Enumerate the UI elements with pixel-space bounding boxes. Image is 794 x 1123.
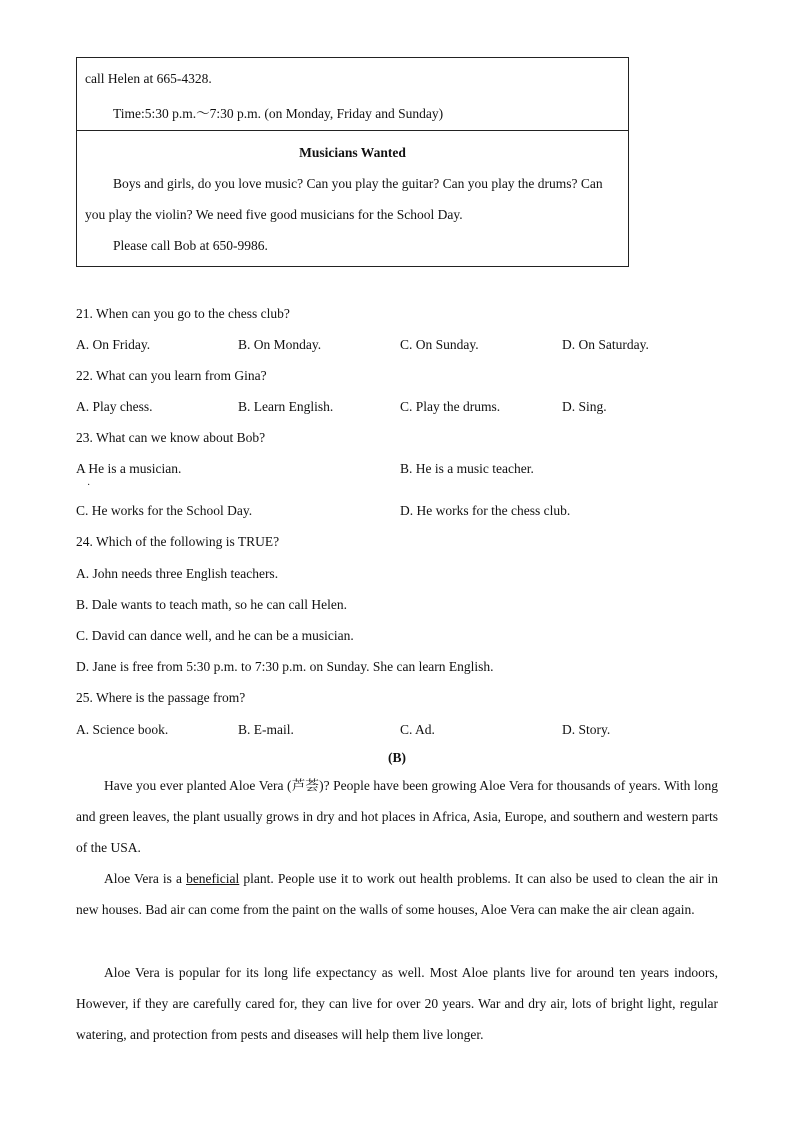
q23-option-d: D. He works for the chess club. (400, 503, 571, 518)
question-23: 23. What can we know about Bob? (76, 430, 266, 445)
q24-option-c: C. David can dance well, and he can be a musician. (76, 628, 354, 643)
q21-option-a: A. On Friday. (76, 337, 151, 352)
section-b-paragraph-3 (76, 957, 718, 1050)
q22-option-c: C. Play the drums. (400, 399, 501, 414)
q24-option-b: B. Dale wants to teach math, so he can call Helen. (76, 597, 348, 612)
q21-option-d: D. On Saturday. (562, 337, 649, 352)
question-24: 24. Which of the following is TRUE? (76, 534, 280, 549)
paragraph-3-text: Aloe Vera is popular for its long life expectancy as well. Most Aloe plants live for around ten years indoors, However, if they are carefully cared for, they can live for over 20 years. War and dry air, lots of bright light, regular watering, and protection from pests and diseases will help them live longer. (76, 965, 718, 1042)
q25-option-a: A. Science book. (76, 722, 169, 737)
musicians-line-3: Please call Bob at 650-9986. (113, 238, 268, 253)
musicians-title: Musicians Wanted (299, 145, 406, 160)
stray-dot: · (87, 480, 91, 491)
musicians-line-2: you play the violin? We need five good musicians for the School Day. (85, 207, 463, 222)
underlined-word-beneficial: beneficial (186, 871, 240, 886)
q23-option-b: B. He is a music teacher. (400, 461, 534, 476)
paragraph-2-text-after: plant. People use it to work out health problems. It can also be used to clean the air in new houses. Bad air can come from the paint on the walls of some houses, Aloe Vera can make the air clean again. (76, 871, 718, 917)
q23-option-a: A He is a musician. (76, 461, 182, 476)
q24-option-d: D. Jane is free from 5:30 p.m. to 7:30 p.m. on Sunday. She can learn English. (76, 659, 494, 674)
q23-option-c: C. He works for the School Day. (76, 503, 253, 518)
question-21: 21. When can you go to the chess club? (76, 306, 290, 321)
helen-contact: call Helen at 665-4328. (85, 71, 212, 86)
q22-option-b: B. Learn English. (238, 399, 334, 414)
question-25: 25. Where is the passage from? (76, 690, 246, 705)
helen-time: Time:5:30 p.m.～7:30 p.m. (on Monday, Friday and Sunday) (113, 106, 444, 121)
ad-box-musicians (76, 130, 629, 267)
section-b-heading: (B) (388, 750, 406, 765)
q21-option-c: C. On Sunday. (400, 337, 479, 352)
q25-option-c: C. Ad. (400, 722, 435, 737)
q21-option-b: B. On Monday. (238, 337, 322, 352)
paragraph-2-text-before: Aloe Vera is a (104, 871, 187, 886)
q22-option-a: A. Play chess. (76, 399, 153, 414)
paragraph-1-text: Have you ever planted Aloe Vera (芦荟)? People have been growing Aloe Vera for thousands of years. With long and green leaves, the plant usually grows in dry and hot places in Africa, Asia, Europe, and southern and western parts of the USA. (76, 778, 718, 855)
ad-box-helen (76, 57, 629, 131)
musicians-line-1: Boys and girls, do you love music? Can you play the guitar? Can you play the drums? Can (113, 176, 603, 191)
q24-option-a: A. John needs three English teachers. (76, 566, 279, 581)
section-b-paragraph-1 (76, 770, 718, 863)
q22-option-d: D. Sing. (562, 399, 607, 414)
section-b-paragraph-2 (76, 863, 718, 925)
question-22: 22. What can you learn from Gina? (76, 368, 267, 383)
q25-option-d: D. Story. (562, 722, 611, 737)
q25-option-b: B. E-mail. (238, 722, 294, 737)
